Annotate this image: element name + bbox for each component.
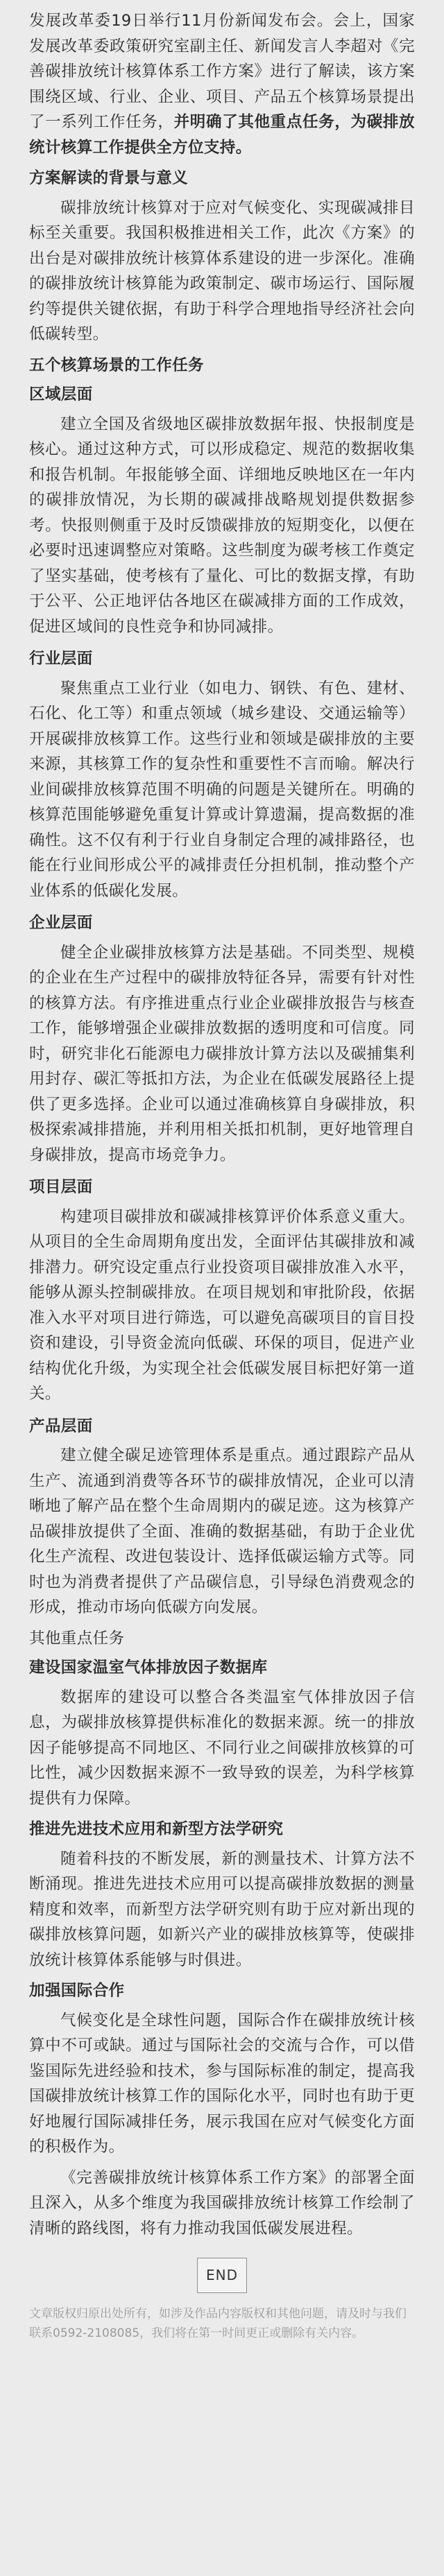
international-paragraph: 气候变化是全球性问题，国际合作在碳排放统计核算中不可或缺。通过与国际社会的交流与合作，可以借鉴国际先进经验和技术，参与国际标准的制定，提高我国碳排放统计核算工作的国际化水平，同时也有助于更好地履行国际减排任务，展示我国在应对气候变化方面的积极作为。 [29,2011,415,2156]
subheading-industry: 行业层面 [29,650,93,668]
subheading-region: 区域层面 [29,386,93,404]
copyright-footer: 文章版权归原出处所有，如涉及作品内容版权和其他问题，请及时与我们联系0592-2108085，我们将在第一时间更正或删除有关内容。 [29,2306,407,2340]
subheading-international: 加强国际合作 [29,1982,125,2000]
intro-lead: 发展改革委19日举行11月份新闻发布会。会上，国家发展改革委政策研究室副主任、新闻发言人李超对《完善碳排放统计核算体系工作方案》进行了解读，该方案围绕区域、行业、企业、项目、产品五个核算场景提出了一系列工作任务， [29,12,415,131]
subheading-product: 产品层面 [29,1417,93,1435]
industry-paragraph: 聚焦重点工业行业（如电力、钢铁、有色、建材、石化、化工等）和重点领域（城乡建设、交通运输等）开展碳排放核算工作。这些行业和领域是碳排放的主要来源，其核算工作的复杂性和重要性不言而喻。解决行业间碳排放核算范围不明确的问题是关键所在。明确的核算范围能够避免重复计算或计算遗漏，提高数据的准确性。这不仅有利于行业自身制定合理的减排路径，也能在行业间形成公平的减排责任分担机制，推动整个产业体系的低碳化发展。 [29,679,415,900]
end-marker: END [197,2258,247,2293]
closing-paragraph: 《完善碳排放统计核算体系工作方案》的部署全面且深入，从多个维度为我国碳排放统计核算工作绘制了清晰的路线图，将有力推动我国低碳发展进程。 [29,2168,415,2238]
subheading-enterprise: 企业层面 [29,914,93,932]
technology-paragraph: 随着科技的不断发展，新的测量技术、计算方法不断涌现。推进先进技术应用可以提高碳排放数据的测量精度和效率，而新型方法学研究则有助于应对新出现的碳排放核算问题，如新兴产业的碳排放核算等，使碳排放统计核算体系能够与时俱进。 [29,1849,415,1969]
end-marker-container [29,2258,415,2293]
intro-paragraph [29,8,415,160]
section-heading-background: 方案解读的背景与意义 [29,169,189,187]
subheading-project: 项目层面 [29,1178,93,1196]
enterprise-paragraph: 健全企业碳排放核算方法是基础。不同类型、规模的企业在生产过程中的碳排放特征各异，需要有针对性的核算方法。有序推进重点行业企业碳排放报告与核查工作，能够增强企业碳排放数据的透明度和可信度。同时，研究非化石能源电力碳排放计算方法以及碳捕集利用封存、碳汇等抵扣方法，为企业在低碳发展路径上提供了更多选择。企业可以通过准确核算自身碳排放，积极探索减排措施，并利用相关抵扣机制，更好地管理自身碳排放，提高市场竞争力。 [29,943,415,1164]
subheading-technology: 推进先进技术应用和新型方法学研究 [29,1820,284,1838]
subheading-factor-database: 建设国家温室气体排放因子数据库 [29,1659,268,1677]
section-heading-five-scenarios: 五个核算场景的工作任务 [29,356,204,374]
project-paragraph: 构建项目碳排放和碳减排核算评价体系意义重大。从项目的全生命周期角度出发，全面评估其碳排放和减排潜力。研究设定重点行业投资项目碳排放准入水平，能够从源头控制碳排放。在项目规划和审批阶段，依据准入水平对项目进行筛选，可以避免高碳项目的盲目投资和建设，引导资金流向低碳、环保的项目，促进产业结构优化升级，为实现全社会低碳发展目标把好第一道关。 [29,1207,415,1403]
background-paragraph: 碳排放统计核算对于应对气候变化、实现碳减排目标至关重要。我国积极推进相关工作，此次《方案》的出台是对碳排放统计核算体系建设的进一步深化。准确的碳排放统计核算能为政策制定、碳市场运行、国际履约等提供关键依据，有助于科学合理地指导经济社会向低碳转型。 [29,198,415,343]
region-paragraph: 建立全国及省级地区碳排放数据年报、快报制度是核心。通过这种方式，可以形成稳定、规范的数据收集和报告机制。年报能够全面、详细地反映地区在一年内的碳排放情况，为长期的碳减排战略规划提供数据参考。快报则侧重于及时反馈碳排放的短期变化，以便在必要时迅速调整应对策略。这些制度为碳考核工作奠定了坚实基础，使考核有了量化、可比的数据支撑，有助于公平、公正地评估各地区在碳减排方面的工作成效，促进区域间的良性竞争和协同减排。 [29,415,415,636]
section-heading-other-tasks: 其他重点任务 [29,1629,125,1648]
factor-database-paragraph: 数据库的建设可以整合各类温室气体排放因子信息，为碳排放核算提供标准化的数据来源。统一的排放因子能够提高不同地区、不同行业之间碳排放核算的可比性，减少因数据来源不一致导致的误差，为科学核算提供有力保障。 [29,1688,415,1808]
product-paragraph: 建立健全碳足迹管理体系是重点。通过跟踪产品从生产、流通到消费等各环节的碳排放情况，企业可以清晰地了解产品在整个生命周期内的碳足迹。这为核算产品碳排放提供了全面、准确的数据基础，有助于企业优化生产流程、改进包装设计、选择低碳运输方式等。同时也为消费者提供了产品碳信息，引导绿色消费观念的形成，推动市场向低碳方向发展。 [29,1446,415,1616]
intro-emphasis: 并明确了其他重点任务，为碳排放统计核算工作提供全方位支持。 [29,113,415,157]
